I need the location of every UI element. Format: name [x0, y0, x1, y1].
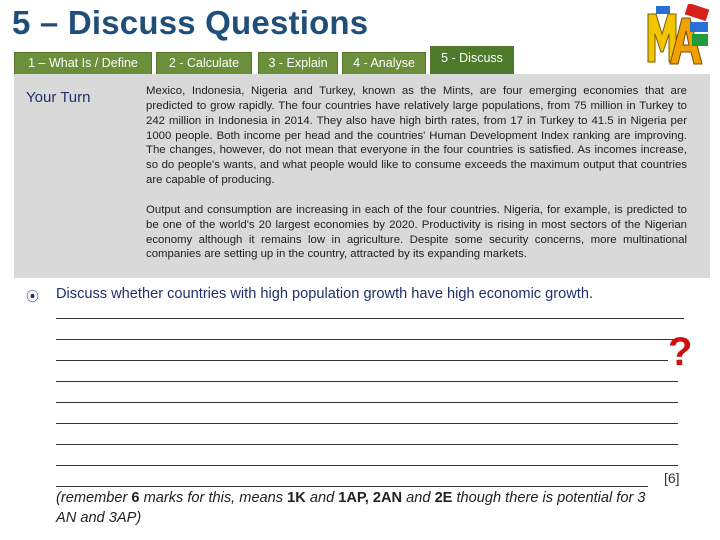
tab-explain[interactable]: 3 - Explain [258, 52, 338, 74]
note-part: though there is potential for 3 AN and 3AP [56, 490, 646, 526]
note-part: (remember [56, 490, 132, 506]
marks-label: [6] [664, 470, 680, 486]
mark-scheme-note [56, 488, 666, 528]
answer-line[interactable] [56, 318, 684, 319]
your-turn-label: Your Turn [26, 89, 91, 106]
note-part: marks for this, means [139, 490, 288, 506]
answer-line[interactable] [56, 486, 648, 487]
note-bold: 1AP, 2AN [338, 490, 403, 506]
passage-paragraph-1: Mexico, Indonesia, Nigeria and Turkey, known as the Mints, are four emerging economies that are predicted to grow rapidly. The four countries have relatively large populations, from 75 million in Turkey to 242 million in Indonesia in 2014. They also have high birth rates, from 17 in Turkey to 41.5 in Nigeria per 1000 people. Both income per head and the countries' Human Development Index ranking are improving. The changes, however, do not mean that everyone in the four countries is satisfied. As incomes increase, so do people's wants, and what people would like to consume exceeds the maximum output that countries are capable of producing. [146, 85, 687, 187]
answer-line[interactable] [56, 360, 668, 361]
tab-discuss[interactable]: 5 - Discuss [430, 46, 514, 74]
answer-line[interactable] [56, 381, 678, 382]
note-part: ) [136, 510, 142, 526]
answer-line[interactable] [56, 339, 676, 340]
tab-analyse[interactable]: 4 - Analyse [342, 52, 426, 74]
tab-calculate[interactable]: 2 - Calculate [156, 52, 252, 74]
note-bold: 6 [131, 490, 140, 506]
note-part: and [402, 490, 435, 506]
answer-line[interactable] [56, 423, 678, 424]
bullet-icon: ⦿ [26, 289, 40, 304]
case-study-passage [146, 84, 687, 277]
note-bold: 2E [434, 490, 453, 506]
page-title: 5 – Discuss Questions [12, 4, 369, 41]
note-part: and [305, 490, 339, 506]
answer-line[interactable] [56, 465, 678, 466]
question-mark-icon: ? [668, 330, 693, 374]
macro-logo [646, 4, 712, 66]
question-text: Discuss whether countries with high population growth have high economic growth. [56, 286, 594, 302]
answer-line[interactable] [56, 402, 678, 403]
tab-what-is-define[interactable]: 1 – What Is / Define [14, 52, 152, 74]
note-bold: 1K [287, 490, 306, 506]
passage-paragraph-2: Output and consumption are increasing in each of the four countries. Nigeria, for example, is predicted to be one of the world's 20 largest economies by 2020. Productivity is rising in most sectors of the Nigerian economy although it remains low in agriculture. Despite some security concerns, more multinational companies are setting up in the country, attracted by its expanding markets. [146, 203, 687, 261]
answer-line[interactable] [56, 444, 678, 445]
